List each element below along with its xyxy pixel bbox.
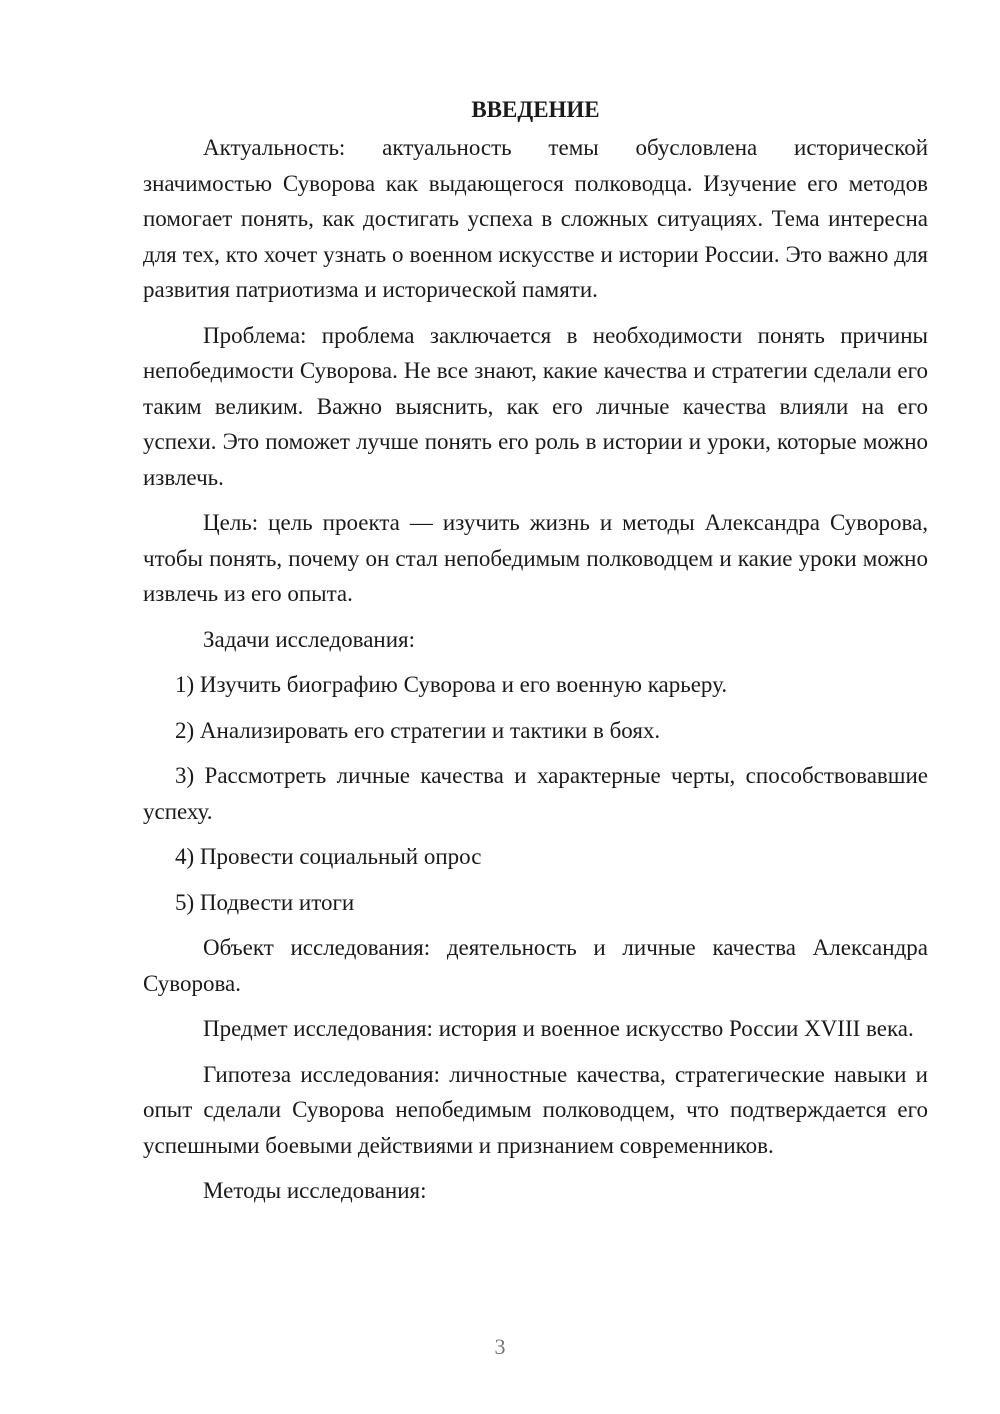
task-item: 1) Изучить биографию Суворова и его военную карьеру. bbox=[175, 672, 728, 697]
methods-label: Методы исследования: bbox=[203, 1178, 427, 1203]
task-item: 2) Анализировать его стратегии и тактики в боях. bbox=[175, 717, 661, 743]
tasks-list bbox=[143, 667, 928, 920]
task-item: 5) Подвести итоги bbox=[175, 889, 355, 915]
subject-paragraph: Предмет исследования: история и военное искусство России XVIII века. bbox=[203, 1016, 914, 1041]
task-item: 3) Рассмотреть личные качества и характерные черты, способствовавшие успеху. bbox=[143, 763, 928, 824]
task-item: 4) Провести социальный опрос bbox=[175, 844, 482, 869]
object-paragraph: Объект исследования: деятельность и личные качества Александра Суворова. bbox=[143, 935, 928, 996]
relevance-paragraph: Актуальность: актуальность темы обусловлена исторической значимостью Суворова как выдающегося полководца. Изучение его методов помогает понять, как достигать успеха в сложных ситуациях. Тема интересна для тех, кто хочет узнать о военном искусстве и истории России. Это важно для развития патриотизма и исторической памяти. bbox=[143, 135, 928, 302]
goal-paragraph: Цель: цель проекта — изучить жизнь и методы Александра Суворова, чтобы понять, почему он стал непобедимым полководцем и какие уроки можно извлечь из его опыта. bbox=[143, 510, 928, 606]
page-number: 3 bbox=[494, 1334, 506, 1359]
tasks-label: Задачи исследования: bbox=[203, 626, 416, 652]
problem-paragraph: Проблема: проблема заключается в необходимости понять причины непобедимости Суворова. Не все знают, какие качества и стратегии сделали его таким великим. Важно выяснить, как его личные качества влияли на его успехи. Это поможет лучше понять его роль в истории и уроки, которые можно извлечь. bbox=[143, 322, 928, 490]
hypothesis-paragraph: Гипотеза исследования: личностные качества, стратегические навыки и опыт сделали Суворова непобедимым полководцем, что подтверждается его успешными боевыми действиями и признанием современников. bbox=[143, 1061, 928, 1158]
section-title: ВВЕДЕНИЕ bbox=[471, 97, 600, 122]
page-content bbox=[143, 94, 928, 1219]
